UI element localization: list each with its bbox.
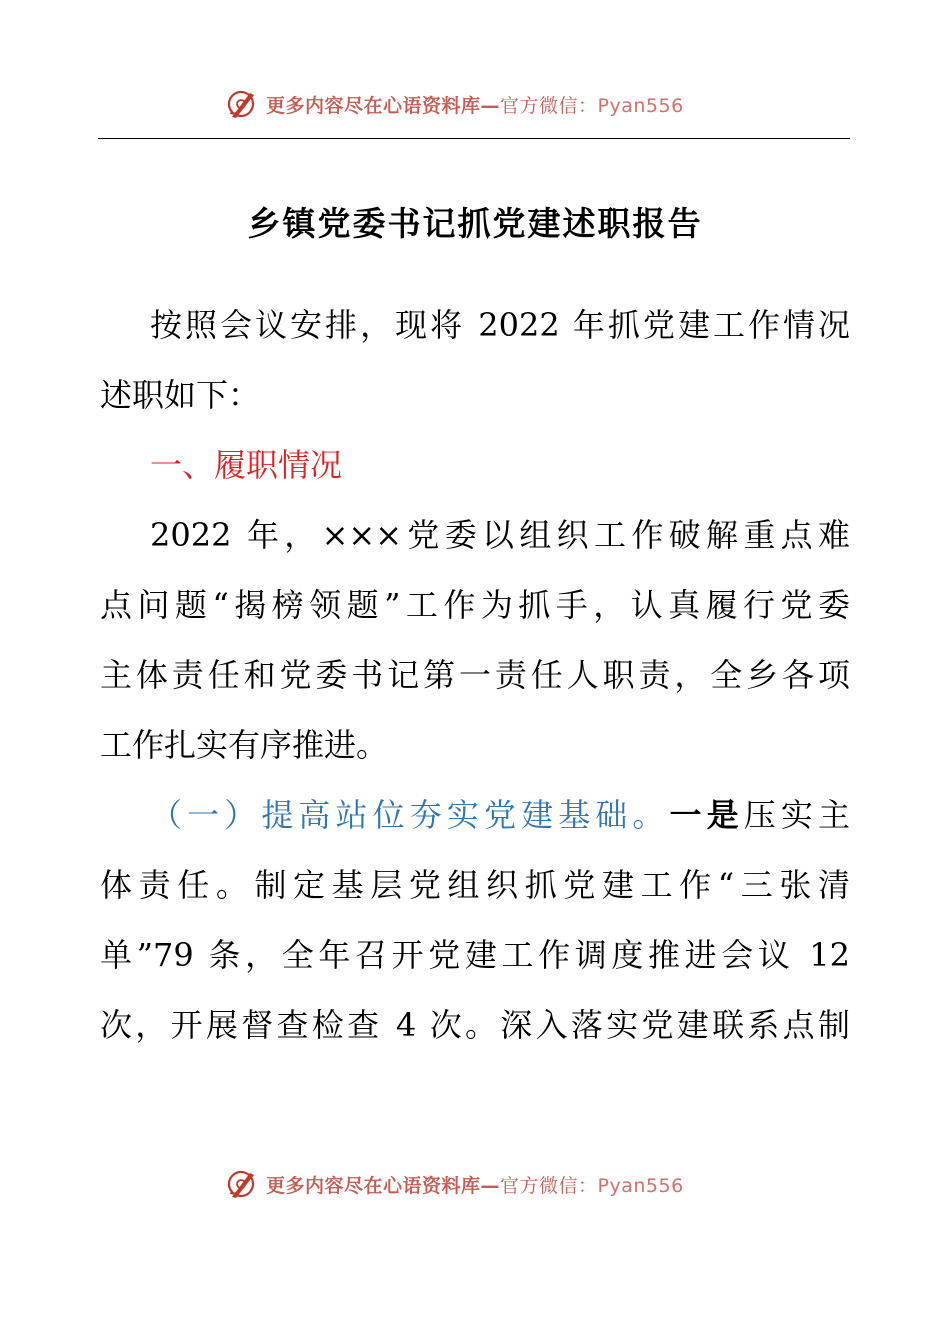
paragraph-line: 次，开展督查检查 4 次。深入落实党建联系点制 (100, 1006, 850, 1044)
subsection-line (100, 780, 850, 850)
paragraph-line: 按照会议安排，现将 2022 年抓党建工作情况 (150, 306, 850, 344)
paragraph-line: 体责任。制定基层党组织抓党建工作“三张清 (100, 866, 850, 904)
paragraph-line: 主体责任和党委书记第一责任人职责，全乡各项 (100, 656, 850, 694)
watermark-text: 更多内容尽在心语资料库—官方微信：Pyan556 (266, 94, 684, 117)
footer-watermark (226, 1164, 684, 1204)
quill-circle-logo-icon (226, 1167, 260, 1201)
watermark-text: 更多内容尽在心语资料库—官方微信：Pyan556 (266, 1174, 684, 1197)
paragraph-line: 点问题“揭榜领题”工作为抓手，认真履行党委 (100, 586, 850, 624)
section-heading: 一、履职情况 (150, 446, 343, 484)
page-title: 乡镇党委书记抓党建述职报告 (247, 204, 703, 243)
paragraph-line: 工作扎实有序推进。 (100, 726, 389, 764)
quill-circle-logo-icon (226, 87, 260, 121)
paragraph-line: 单”79 条，全年召开党建工作调度推进会议 12 (100, 936, 850, 974)
subsection-heading: （一）提高站位夯实党建基础。 (150, 796, 670, 834)
emphasis-text: 一是 (669, 796, 744, 834)
paragraph-text: 压实主 (743, 796, 850, 834)
header-watermark (226, 84, 684, 124)
document-body (100, 290, 850, 1060)
header-rule (98, 138, 850, 139)
paragraph-line: 述职如下： (100, 376, 261, 414)
paragraph-line: 2022 年，×××党委以组织工作破解重点难 (150, 516, 850, 554)
